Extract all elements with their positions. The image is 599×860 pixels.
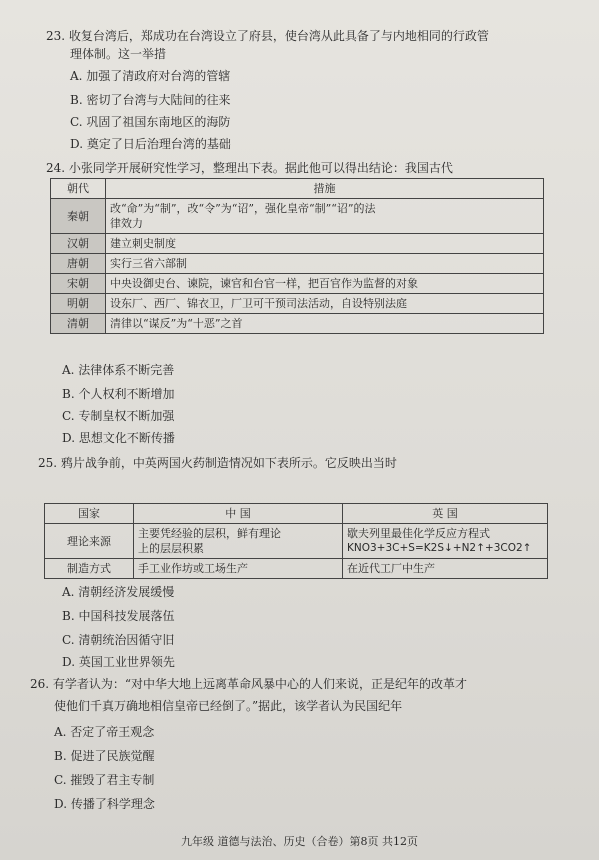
table-row [51,294,544,314]
table-header-uk: 英 国 [343,504,548,524]
uk-cell: 在近代工厂中生产 [343,559,548,579]
uk-line: 歇夫列里最佳化学反应方程式 [347,527,490,540]
q24-option-b: B. 个人权利不断增加 [62,387,175,401]
row-label: 理论来源 [45,524,134,559]
q25-option-b: B. 中国科技发展落伍 [62,609,175,623]
q23-option-b: B. 密切了台湾与大陆间的往来 [70,93,231,107]
q26-stem-line2: 使他们千真万确地相信皇帝已经倒了。”据此，该学者认为民国纪年 [54,699,403,713]
china-line: 上的层层积累 [138,542,204,555]
measure-cell: 建立刺史制度 [106,234,544,254]
table-row [51,314,544,334]
dynasty-cell: 汉朝 [51,234,106,254]
dynasty-cell: 清朝 [51,314,106,334]
q24-option-c: C. 专制皇权不断加强 [62,409,175,423]
uk-cell [343,524,548,559]
q26-option-c: C. 摧毁了君主专制 [54,773,155,787]
q23-option-c: C. 巩固了祖国东南地区的海防 [70,115,231,129]
q24-table [50,178,544,334]
measure-cell: 实行三省六部制 [106,254,544,274]
q23-option-a: A. 加强了清政府对台湾的管辖 [70,69,231,83]
q25-stem: 25. 鸦片战争前，中英两国火药制造情况如下表所示。它反映出当时 [38,456,397,470]
page-footer: 九年级 道德与法治、历史（合卷）第8页 共12页 [181,835,418,848]
q23-option-d: D. 奠定了日后治理台湾的基础 [70,137,231,151]
q24-option-d: D. 思想文化不断传播 [62,431,175,445]
table-row [51,199,544,234]
china-cell: 手工业作坊或工场生产 [134,559,343,579]
q23-stem-line2: 理体制。这一举措 [70,47,167,61]
q26-option-b: B. 促进了民族觉醒 [54,749,155,763]
measure-line: 改“命”为“制”，改“令”为“诏”，强化皇帝“制”“诏”的法 [110,202,376,215]
table-header-dynasty: 朝代 [51,179,106,199]
measure-line: 律效力 [110,217,143,230]
table-row [51,274,544,294]
q25-option-a: A. 清朝经济发展缓慢 [62,585,175,599]
table-row [45,559,548,579]
table-header-china: 中 国 [134,504,343,524]
table-row [51,234,544,254]
q25-option-d: D. 英国工业世界领先 [62,655,175,669]
china-cell [134,524,343,559]
q25-table [44,503,548,579]
table-header-row [45,504,548,524]
measure-cell: 中央设御史台、谏院，谏官和台官一样，把百官作为监督的对象 [106,274,544,294]
dynasty-cell: 唐朝 [51,254,106,274]
q26-stem-line1: 26. 有学者认为：“对中华大地上远离革命风暴中心的人们来说，正是纪年的改革才 [30,677,468,691]
table-row [51,254,544,274]
q24-option-a: A. 法律体系不断完善 [62,363,175,377]
table-header-country: 国家 [45,504,134,524]
measure-cell [106,199,544,234]
q23-stem-line1: 23. 收复台湾后，郑成功在台湾设立了府县，使台湾从此具备了与内地相同的行政管 [46,29,489,43]
measure-cell: 清律以“谋反”为“十恶”之首 [106,314,544,334]
china-line: 主要凭经验的层积，鲜有理论 [138,527,281,540]
table-header-row [51,179,544,199]
table-header-measure: 措施 [106,179,544,199]
q26-option-a: A. 否定了帝王观念 [54,725,155,739]
dynasty-cell: 秦朝 [51,199,106,234]
table-row [45,524,548,559]
q25-option-c: C. 清朝统治因循守旧 [62,633,175,647]
dynasty-cell: 明朝 [51,294,106,314]
dynasty-cell: 宋朝 [51,274,106,294]
q24-stem: 24. 小张同学开展研究性学习，整理出下表。据此他可以得出结论：我国古代 [46,161,453,175]
q26-option-d: D. 传播了科学理念 [54,797,155,811]
chemical-equation: KNO3+3C+S=K2S↓+N2↑+3CO2↑ [347,542,532,554]
measure-cell: 设东厂、西厂、锦衣卫，厂卫可干预司法活动，自设特别法庭 [106,294,544,314]
row-label: 制造方式 [45,559,134,579]
